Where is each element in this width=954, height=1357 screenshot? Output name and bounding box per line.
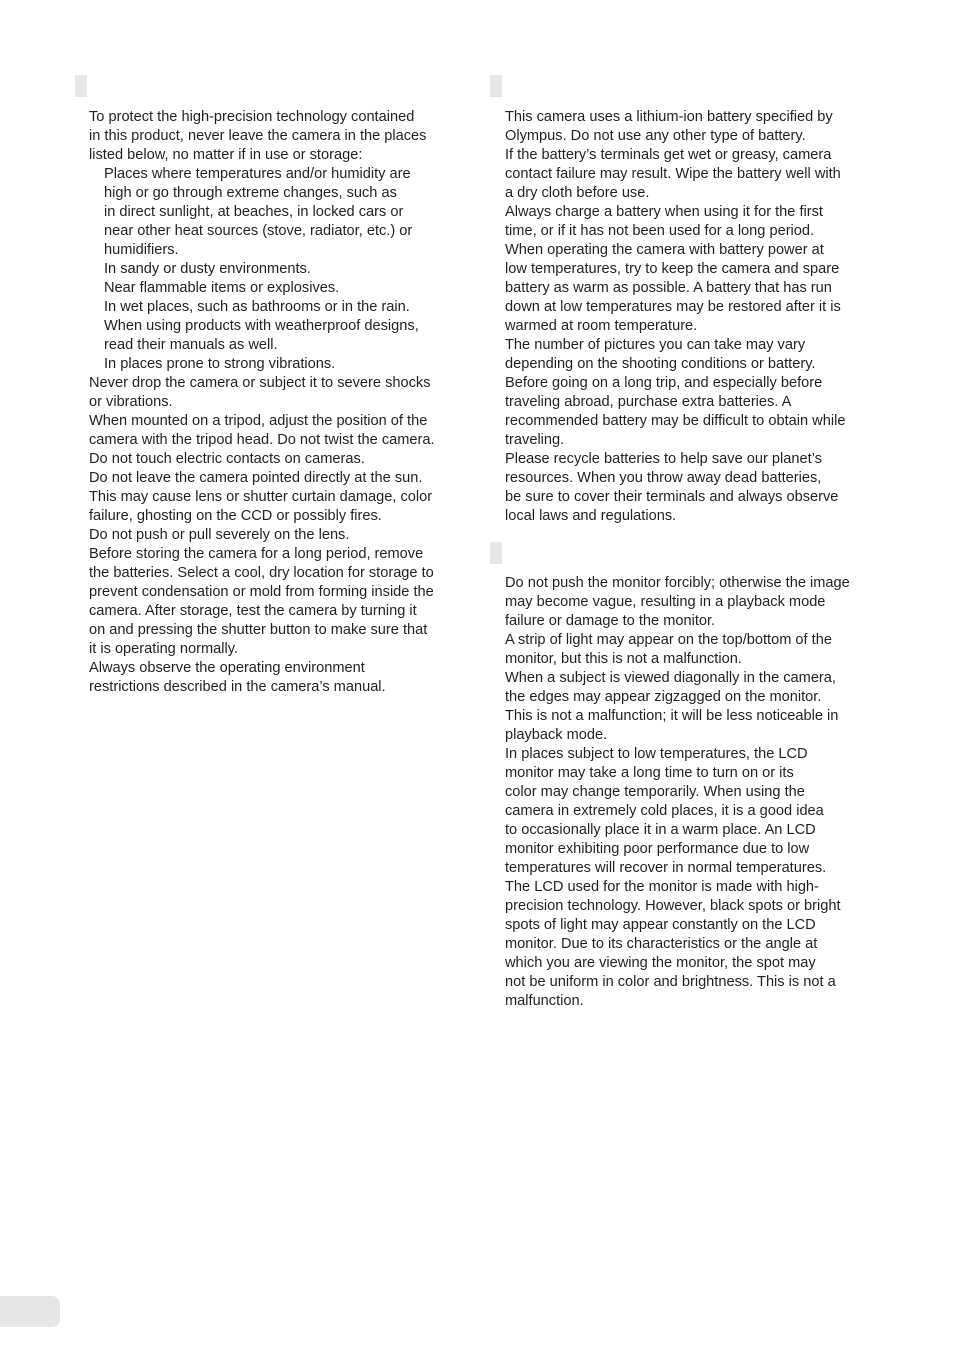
text-line: When using products with weatherproof designs, (104, 318, 419, 334)
text-line: Before going on a long trip, and especially before (505, 375, 823, 391)
text-line: battery as warm as possible. A battery that has run (505, 280, 832, 296)
text-line: near other heat sources (stove, radiator, etc.) or (104, 223, 413, 239)
text-line: playback mode. (505, 727, 608, 743)
section-marker-lcd-monitor (490, 542, 502, 564)
text-line: a dry cloth before use. (505, 185, 650, 201)
battery-handling-text (505, 108, 845, 526)
text-line: monitor. Due to its characteristics or the angle at (505, 936, 818, 952)
text-line: Always observe the operating environment (89, 660, 365, 676)
text-line: read their manuals as well. (104, 337, 278, 353)
text-line: monitor, but this is not a malfunction. (505, 651, 742, 667)
text-line: The number of pictures you can take may vary (505, 337, 806, 353)
text-line: temperatures will recover in normal temperatures. (505, 860, 827, 876)
text-line: monitor exhibiting poor performance due to low (505, 841, 810, 857)
text-line: the edges may appear zigzagged on the monitor. (505, 689, 822, 705)
text-line: The LCD used for the monitor is made with high- (505, 879, 819, 895)
text-line: camera in extremely cold places, it is a good idea (505, 803, 824, 819)
text-line: Do not leave the camera pointed directly at the sun. (89, 470, 423, 486)
text-line: contact failure may result. Wipe the battery well with (505, 166, 841, 182)
text-line: When a subject is viewed diagonally in the camera, (505, 670, 836, 686)
text-line: Never drop the camera or subject it to severe shocks (89, 375, 431, 391)
text-line: Before storing the camera for a long period, remove (89, 546, 424, 562)
text-line: A strip of light may appear on the top/bottom of the (505, 632, 832, 648)
text-line: low temperatures, try to keep the camera and spare (505, 261, 840, 277)
text-line: In wet places, such as bathrooms or in the rain. (104, 299, 410, 315)
text-line: may become vague, resulting in a playback mode (505, 594, 826, 610)
text-line: high or go through extreme changes, such as (104, 185, 397, 201)
text-line: This camera uses a lithium-ion battery specified by (505, 109, 833, 125)
text-line: color may change temporarily. When using the (505, 784, 805, 800)
text-line: listed below, no matter if in use or storage: (89, 147, 363, 163)
text-line: down at low temperatures may be restored after it is (505, 299, 841, 315)
text-line: to occasionally place it in a warm place. An LCD (505, 822, 816, 838)
text-line: time, or if it has not been used for a long period. (505, 223, 815, 239)
text-line: Always charge a battery when using it for the first (505, 204, 823, 220)
text-line: Olympus. Do not use any other type of battery. (505, 128, 806, 144)
text-line: To protect the high-precision technology contained (89, 109, 415, 125)
text-line: camera. After storage, test the camera by turning it (89, 603, 417, 619)
text-line: be sure to cover their terminals and always observe (505, 489, 839, 505)
text-line: humidifiers. (104, 242, 179, 258)
text-line: Please recycle batteries to help save our planet’s (505, 451, 822, 467)
text-line: which you are viewing the monitor, the spot may (505, 955, 816, 971)
text-line: failure or damage to the monitor. (505, 613, 716, 629)
text-line: in direct sunlight, at beaches, in locked cars or (104, 204, 404, 220)
text-line: recommended battery may be difficult to obtain while (505, 413, 846, 429)
text-line: malfunction. (505, 993, 584, 1009)
text-line: When mounted on a tripod, adjust the position of the (89, 413, 428, 429)
camera-handling-text (89, 108, 435, 697)
text-line: traveling. (505, 432, 565, 448)
text-line: restrictions described in the camera’s manual. (89, 679, 386, 695)
text-line: Near flammable items or explosives. (104, 280, 340, 296)
text-line: local laws and regulations. (505, 508, 677, 524)
text-line: This may cause lens or shutter curtain damage, color (89, 489, 433, 505)
text-line: In places prone to strong vibrations. (104, 356, 336, 372)
lcd-monitor-text (505, 574, 850, 1011)
text-line: monitor may take a long time to turn on or its (505, 765, 794, 781)
text-line: In sandy or dusty environments. (104, 261, 311, 277)
text-line: Do not push or pull severely on the lens. (89, 527, 350, 543)
text-line: traveling abroad, purchase extra batteries. A (505, 394, 792, 410)
text-line: the batteries. Select a cool, dry location for storage to (89, 565, 434, 581)
text-line: If the battery’s terminals get wet or greasy, camera (505, 147, 832, 163)
text-line: precision technology. However, black spots or bright (505, 898, 841, 914)
page-number-tab (0, 1296, 60, 1327)
text-line: When operating the camera with battery power at (505, 242, 824, 258)
text-line: prevent condensation or mold from forming inside the (89, 584, 434, 600)
text-line: not be uniform in color and brightness. This is not a (505, 974, 836, 990)
text-line: it is operating normally. (89, 641, 238, 657)
text-line: resources. When you throw away dead batteries, (505, 470, 822, 486)
section-marker-camera-handling (75, 75, 87, 97)
text-line: spots of light may appear constantly on the LCD (505, 917, 816, 933)
text-line: Do not touch electric contacts on cameras. (89, 451, 365, 467)
text-line: or vibrations. (89, 394, 173, 410)
text-line: Do not push the monitor forcibly; otherwise the image (505, 575, 850, 591)
section-marker-battery-handling (490, 75, 502, 97)
text-line: in this product, never leave the camera in the places (89, 128, 427, 144)
text-line: warmed at room temperature. (505, 318, 698, 334)
text-line: In places subject to low temperatures, the LCD (505, 746, 808, 762)
text-line: failure, ghosting on the CCD or possibly fires. (89, 508, 382, 524)
text-line: depending on the shooting conditions or battery. (505, 356, 816, 372)
text-line: Places where temperatures and/or humidity are (104, 166, 411, 182)
text-line: This is not a malfunction; it will be less noticeable in (505, 708, 839, 724)
text-line: on and pressing the shutter button to make sure that (89, 622, 428, 638)
text-line: camera with the tripod head. Do not twist the camera. (89, 432, 435, 448)
